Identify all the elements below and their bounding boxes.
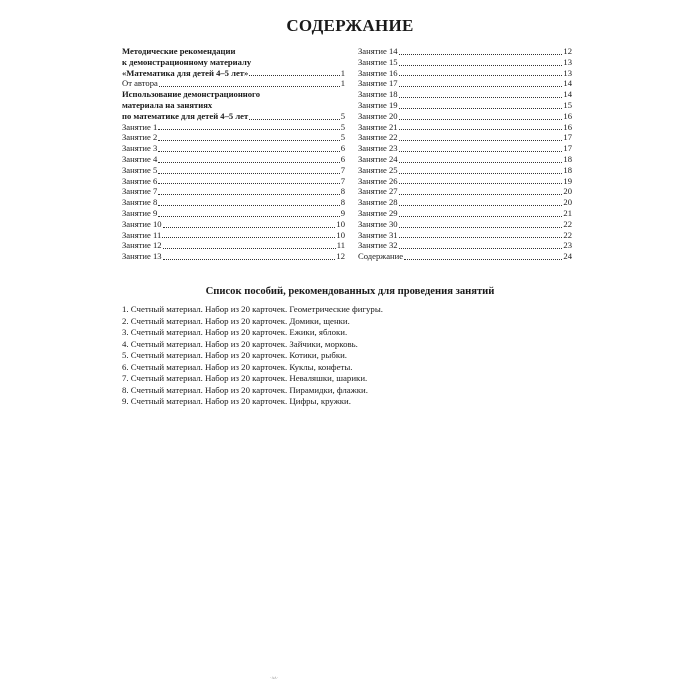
toc-entry — [358, 154, 572, 165]
toc-leader-dots — [158, 151, 339, 152]
toc-entry-label: Занятие 1 — [122, 121, 158, 132]
toc-leader-dots — [399, 205, 563, 206]
toc-leader-dots — [158, 140, 339, 141]
list-item: 9. Счетный материал. Набор из 20 карточек. Цифры, кружки. — [122, 396, 351, 406]
toc-leader-dots — [399, 119, 563, 120]
toc-entry — [122, 165, 345, 176]
toc-section-heading: Методические рекомендации — [122, 46, 236, 56]
toc-entry-label: Занятие 9 — [122, 207, 158, 218]
toc-leader-dots — [163, 248, 336, 249]
toc-entry — [122, 154, 345, 165]
toc-leader-dots — [399, 162, 563, 163]
toc-entry-page: 21 — [563, 207, 572, 218]
toc-entry — [358, 230, 572, 241]
toc-entry-page: 1 — [340, 78, 345, 89]
toc-entry-page: 24 — [563, 251, 572, 262]
toc-entry-label: Занятие 24 — [358, 153, 398, 164]
toc-entry — [358, 89, 572, 100]
toc-entry — [358, 176, 572, 187]
toc-entry-page: 10 — [336, 229, 345, 240]
toc-entry-page: 1 — [340, 67, 345, 78]
toc-right-column — [358, 46, 572, 262]
toc-entry-page: 20 — [563, 197, 572, 208]
toc-left-column — [122, 46, 345, 262]
toc-entry-label: «Математика для детей 4–5 лет» — [122, 67, 249, 78]
toc-entry-page: 10 — [336, 218, 345, 229]
toc-entry-page: 12 — [336, 251, 345, 262]
toc-entry-label: Занятие 19 — [358, 99, 398, 110]
toc-leader-dots — [249, 75, 339, 76]
toc-entry-page: 20 — [563, 186, 572, 197]
page-title: СОДЕРЖАНИЕ — [286, 16, 414, 35]
toc-entry-label: Занятие 8 — [122, 197, 158, 208]
toc-leader-dots — [162, 237, 335, 238]
toc-leader-dots — [399, 97, 563, 98]
toc-entry-label: Занятие 28 — [358, 197, 398, 208]
list-title: Список пособий, рекомендованных для проведения занятий — [205, 286, 495, 297]
toc-entry-page: 22 — [563, 218, 572, 229]
toc-entry-label: Содержание — [358, 251, 404, 262]
toc-entry — [358, 122, 572, 133]
toc-entry-label: Занятие 2 — [122, 132, 158, 143]
toc-entry-page: 5 — [340, 132, 345, 143]
toc-entry — [122, 251, 345, 262]
list-item: 6. Счетный материал. Набор из 20 карточек. Куклы, конфеты. — [122, 361, 353, 372]
toc-leader-dots — [163, 227, 336, 228]
toc-leader-dots — [399, 54, 563, 55]
toc-entry-label: Занятие 14 — [358, 46, 398, 56]
toc-entry — [122, 208, 345, 219]
toc-entry — [122, 176, 345, 187]
toc-entry — [358, 208, 572, 219]
toc-entry — [358, 68, 572, 79]
toc-section-heading: Использование демонстрационного — [122, 89, 261, 100]
toc-entry — [122, 197, 345, 208]
toc-entry-label: Занятие 5 — [122, 164, 158, 175]
toc-leader-dots — [399, 194, 563, 195]
toc-leader-dots — [158, 183, 339, 184]
toc-leader-dots — [399, 216, 563, 217]
toc-entry-label: От автора — [122, 78, 158, 89]
toc-entry-page: 11 — [336, 240, 345, 251]
toc-entry-page: 13 — [563, 56, 572, 67]
toc-entry — [358, 219, 572, 230]
toc-entry-label: Занятие 4 — [122, 153, 158, 164]
toc-leader-dots — [158, 205, 339, 206]
toc-entry-label: Занятие 26 — [358, 175, 398, 186]
toc-entry-page: 19 — [563, 175, 572, 186]
toc-entry-label: Занятие 12 — [122, 240, 162, 251]
toc-entry-label: Занятие 13 — [122, 251, 162, 262]
toc-entry — [358, 251, 572, 262]
toc-entry-page: 16 — [563, 121, 572, 132]
toc-entry-page: 16 — [563, 110, 572, 121]
toc-entry-page: 23 — [563, 240, 572, 251]
toc-entry-label: Занятие 20 — [358, 110, 398, 121]
toc-leader-dots — [399, 129, 563, 130]
toc-entry-page: 7 — [340, 164, 345, 175]
toc-leader-dots — [399, 75, 563, 76]
toc-entry — [122, 68, 345, 79]
toc-leader-dots — [159, 86, 340, 87]
toc-entry-label: Занятие 16 — [358, 67, 398, 78]
toc-entry — [122, 143, 345, 154]
toc-entry — [358, 78, 572, 89]
toc-entry-page: 12 — [563, 46, 572, 56]
toc-entry-page: 6 — [340, 153, 345, 164]
toc-entry-label: Занятие 7 — [122, 186, 158, 197]
toc-entry — [358, 197, 572, 208]
toc-entry-page: 9 — [340, 207, 345, 218]
list-item: 2. Счетный материал. Набор из 20 карточек. Домики, щенки. — [122, 315, 350, 326]
toc-lessons-list — [122, 122, 345, 262]
toc-entry — [122, 78, 345, 89]
toc-leader-dots — [399, 237, 563, 238]
toc-entry — [358, 165, 572, 176]
toc-leader-dots — [249, 119, 339, 120]
toc-entry-label: Занятие 15 — [358, 56, 398, 67]
toc-leader-dots — [399, 86, 563, 87]
toc-leader-dots — [158, 194, 339, 195]
toc-entry — [358, 111, 572, 122]
toc-entry-page: 15 — [563, 99, 572, 110]
list-item: 1. Счетный материал. Набор из 20 карточек. Геометрические фигуры. — [122, 304, 383, 314]
toc-entry-label: Занятие 32 — [358, 240, 398, 251]
toc-entry-label: Занятие 10 — [122, 218, 162, 229]
toc-entry — [122, 240, 345, 251]
toc-leader-dots — [399, 151, 563, 152]
toc-leader-dots — [163, 259, 336, 260]
toc-entry-page: 13 — [563, 67, 572, 78]
toc-leader-dots — [399, 108, 563, 109]
toc-entry-page: 7 — [340, 175, 345, 186]
toc-entry-label: Занятие 18 — [358, 89, 398, 100]
toc-entry — [358, 186, 572, 197]
list-item: 4. Счетный материал. Набор из 20 карточек. Зайчики, морковь. — [122, 338, 358, 349]
toc-entry-label: Занятие 22 — [358, 132, 398, 143]
toc-entry-page: 22 — [563, 229, 572, 240]
toc-entry-label: Занятие 6 — [122, 175, 158, 186]
toc-leader-dots — [399, 173, 563, 174]
toc-entry — [122, 230, 345, 241]
toc-entry — [122, 122, 345, 133]
toc-entry — [122, 219, 345, 230]
toc-entry-label: Занятие 29 — [358, 207, 398, 218]
list-item: 8. Счетный материал. Набор из 20 карточек. Пирамидки, флажки. — [122, 384, 368, 395]
toc-entry — [122, 132, 345, 143]
toc-entry-label: Занятие 25 — [358, 164, 398, 175]
toc-entry-label: по математике для детей 4–5 лет — [122, 110, 249, 121]
toc-leader-dots — [399, 183, 563, 184]
toc-entry — [358, 132, 572, 143]
toc-entry-page: 5 — [340, 110, 345, 121]
manuals-list — [122, 304, 572, 408]
list-item: 7. Счетный материал. Набор из 20 карточек. Неваляшки, шарики. — [122, 373, 368, 383]
toc-entry — [358, 240, 572, 251]
toc-entry-label: Занятие 27 — [358, 186, 398, 197]
toc-leader-dots — [158, 173, 339, 174]
toc-leader-dots — [158, 129, 339, 130]
toc-leader-dots — [404, 259, 562, 260]
page-footer-mark: ·ʌʌ· — [270, 676, 279, 681]
toc-entry-label: Занятие 21 — [358, 121, 398, 132]
toc-entry — [358, 46, 572, 57]
toc-entry — [122, 111, 345, 122]
toc-entry-page: 6 — [340, 143, 345, 154]
toc-entry-label: Занятие 17 — [358, 78, 398, 89]
toc-entry-label: Занятие 23 — [358, 143, 398, 154]
toc-entry-page: 8 — [340, 186, 345, 197]
toc-entry-page: 17 — [563, 143, 572, 154]
toc-leader-dots — [158, 162, 339, 163]
toc-entry — [358, 100, 572, 111]
toc-entry — [358, 57, 572, 68]
toc-leader-dots — [158, 216, 339, 217]
toc-section-heading: материала на занятиях — [122, 99, 213, 110]
toc-entry-page: 8 — [340, 197, 345, 208]
toc-entry-page: 17 — [563, 132, 572, 143]
toc-entry-page: 18 — [563, 164, 572, 175]
toc-leader-dots — [399, 65, 563, 66]
toc-entry-page: 14 — [563, 78, 572, 89]
toc-entry-label: Занятие 31 — [358, 229, 398, 240]
list-item: 5. Счетный материал. Набор из 20 карточек. Котики, рыбки. — [122, 350, 347, 360]
toc-leader-dots — [399, 227, 563, 228]
list-item: 3. Счетный материал. Набор из 20 карточек. Ежики, яблоки. — [122, 327, 348, 337]
toc-leader-dots — [399, 248, 563, 249]
toc-entry — [122, 186, 345, 197]
toc-entry-label: Занятие 30 — [358, 218, 398, 229]
toc-entry-page: 14 — [563, 89, 572, 100]
toc-entry-page: 18 — [563, 153, 572, 164]
toc-leader-dots — [399, 140, 563, 141]
toc-section-heading: к демонстрационному материалу — [122, 56, 252, 67]
toc-entry-label: Занятие 11 — [122, 229, 162, 240]
toc-entry-page: 5 — [340, 121, 345, 132]
toc-entry-label: Занятие 3 — [122, 143, 158, 154]
toc-entry — [358, 143, 572, 154]
